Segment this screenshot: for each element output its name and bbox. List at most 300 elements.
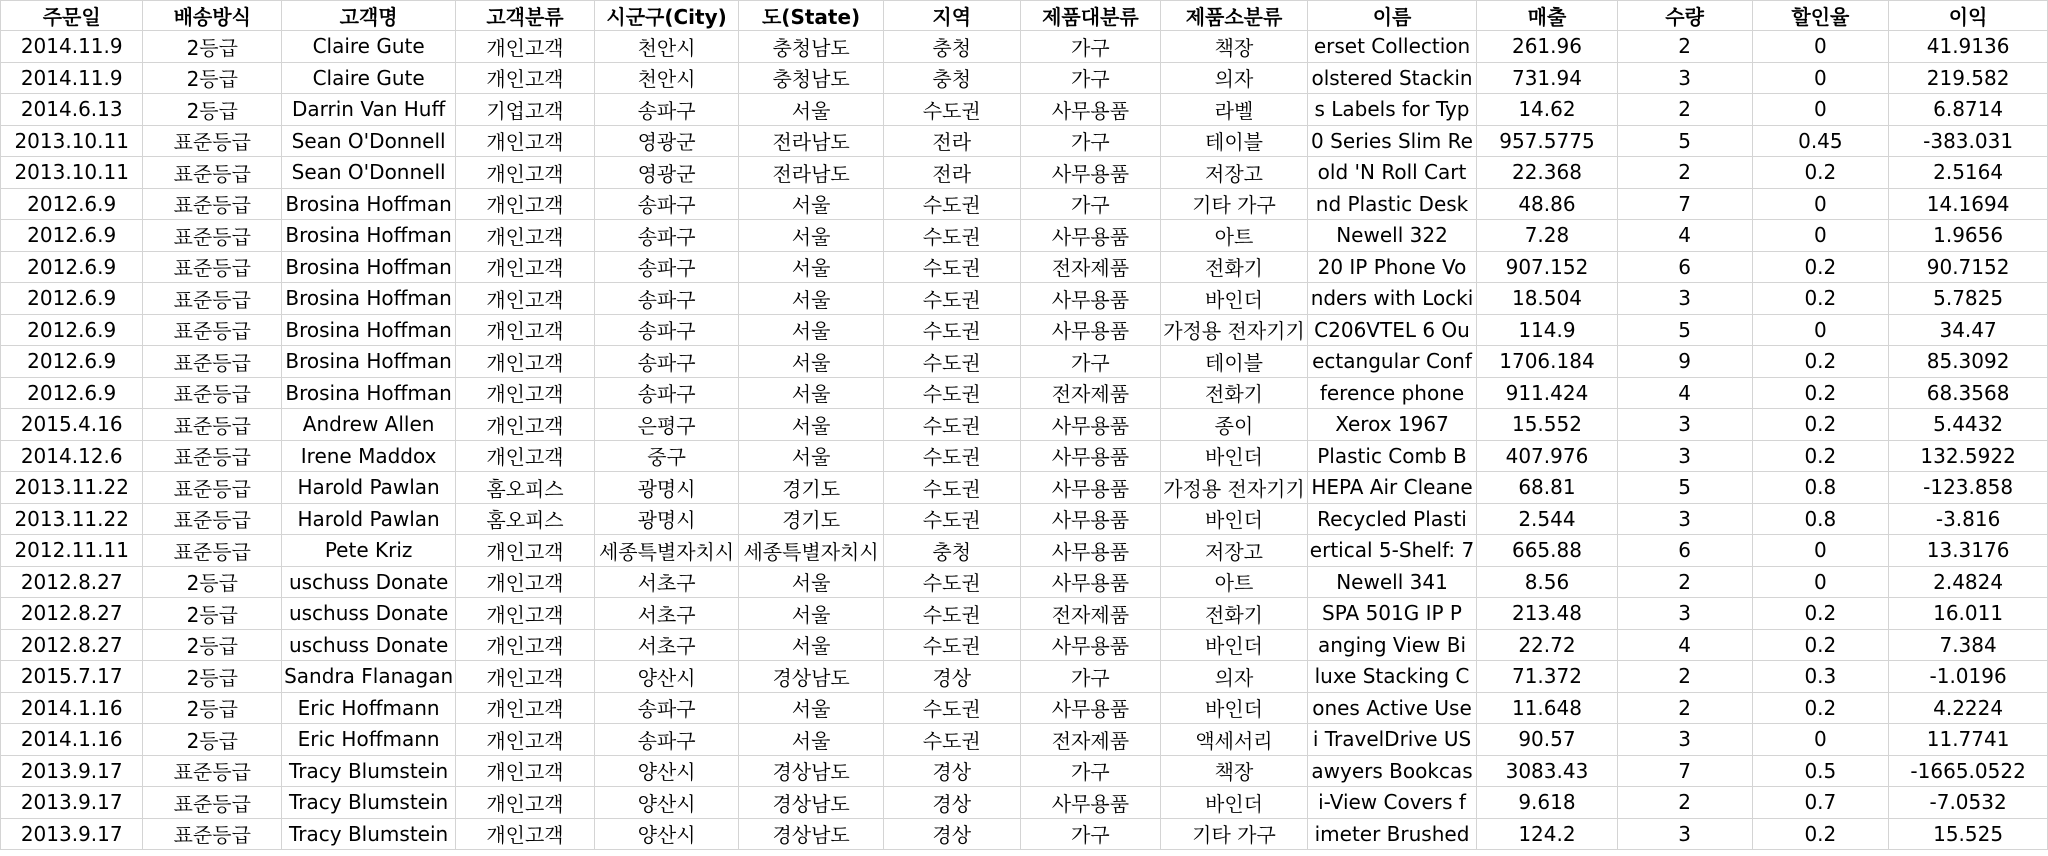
table-cell[interactable]: 665.88 [1477,535,1618,567]
table-cell[interactable]: 개인고객 [456,125,595,157]
table-cell[interactable]: 전자제품 [1020,724,1161,756]
table-cell[interactable]: 개인고객 [456,629,595,661]
table-cell[interactable]: 3 [1617,62,1752,94]
table-cell[interactable]: 0.2 [1752,598,1889,630]
table-cell[interactable]: 0 [1752,220,1889,252]
table-cell[interactable]: 바인더 [1161,440,1308,472]
table-cell[interactable]: 2012.8.27 [1,566,143,598]
table-cell[interactable]: 3 [1617,598,1752,630]
table-cell[interactable]: 수도권 [883,503,1020,535]
table-cell[interactable]: 2등급 [143,692,282,724]
table-cell[interactable]: 407.976 [1477,440,1618,472]
table-cell[interactable]: 13.3176 [1889,535,2048,567]
table-cell[interactable]: 수도권 [883,314,1020,346]
table-cell[interactable]: 사무용품 [1020,787,1161,819]
table-cell[interactable]: 서초구 [594,629,739,661]
table-cell[interactable]: 바인더 [1161,787,1308,819]
table-cell[interactable]: imeter Brushed [1307,818,1476,850]
table-cell[interactable]: 액세서리 [1161,724,1308,756]
table-cell[interactable]: 가구 [1020,31,1161,63]
table-cell[interactable]: 0.7 [1752,787,1889,819]
table-cell[interactable]: 9 [1617,346,1752,378]
table-cell[interactable]: awyers Bookcas [1307,755,1476,787]
table-cell[interactable]: 송파구 [594,377,739,409]
table-cell[interactable]: Brosina Hoffman [282,188,456,220]
table-cell[interactable]: 표준등급 [143,755,282,787]
table-cell[interactable]: 2014.1.16 [1,692,143,724]
table-cell[interactable]: 수도권 [883,724,1020,756]
table-cell[interactable]: 0.3 [1752,661,1889,693]
table-cell[interactable]: 0.5 [1752,755,1889,787]
table-cell[interactable]: 132.5922 [1889,440,2048,472]
table-cell[interactable]: 0.2 [1752,346,1889,378]
table-cell[interactable]: 표준등급 [143,818,282,850]
column-header[interactable]: 도(State) [739,1,884,31]
table-cell[interactable]: 2012.11.11 [1,535,143,567]
table-cell[interactable]: 서초구 [594,566,739,598]
table-cell[interactable]: 5 [1617,125,1752,157]
table-cell[interactable]: 가정용 전자기기 [1161,314,1308,346]
table-cell[interactable]: 0.8 [1752,472,1889,504]
table-cell[interactable]: 개인고객 [456,440,595,472]
table-cell[interactable]: 표준등급 [143,787,282,819]
table-cell[interactable]: 표준등급 [143,440,282,472]
table-cell[interactable]: 경기도 [739,472,884,504]
table-cell[interactable]: 2013.11.22 [1,503,143,535]
table-cell[interactable]: olstered Stackin [1307,62,1476,94]
table-cell[interactable]: 22.72 [1477,629,1618,661]
table-cell[interactable]: 7.384 [1889,629,2048,661]
table-cell[interactable]: Sandra Flanagan [282,661,456,693]
table-cell[interactable]: uschuss Donate [282,629,456,661]
table-cell[interactable]: 731.94 [1477,62,1618,94]
table-cell[interactable]: 서울 [739,598,884,630]
table-cell[interactable]: old 'N Roll Cart [1307,157,1476,189]
table-cell[interactable]: 9.618 [1477,787,1618,819]
table-cell[interactable]: Brosina Hoffman [282,314,456,346]
table-cell[interactable]: 경상남도 [739,661,884,693]
table-cell[interactable]: 0 [1752,62,1889,94]
table-cell[interactable]: 경상남도 [739,818,884,850]
table-cell[interactable]: 수도권 [883,692,1020,724]
table-cell[interactable]: 907.152 [1477,251,1618,283]
table-cell[interactable]: 2등급 [143,629,282,661]
table-cell[interactable]: 7.28 [1477,220,1618,252]
table-cell[interactable]: 41.9136 [1889,31,2048,63]
table-cell[interactable]: 사무용품 [1020,283,1161,315]
table-cell[interactable]: 테이블 [1161,346,1308,378]
table-cell[interactable]: Irene Maddox [282,440,456,472]
table-cell[interactable]: 표준등급 [143,157,282,189]
table-cell[interactable]: 0.2 [1752,377,1889,409]
table-cell[interactable]: 서울 [739,724,884,756]
table-cell[interactable]: 서울 [739,629,884,661]
table-cell[interactable]: 3 [1617,724,1752,756]
table-cell[interactable]: 2등급 [143,31,282,63]
table-cell[interactable]: 4 [1617,220,1752,252]
table-cell[interactable]: 서울 [739,251,884,283]
table-cell[interactable]: 0.8 [1752,503,1889,535]
table-cell[interactable]: 전자제품 [1020,377,1161,409]
table-cell[interactable]: 송파구 [594,220,739,252]
table-cell[interactable]: 기업고객 [456,94,595,126]
table-cell[interactable]: 서울 [739,283,884,315]
table-cell[interactable]: 송파구 [594,724,739,756]
table-cell[interactable]: 0 [1752,188,1889,220]
table-cell[interactable]: 송파구 [594,346,739,378]
table-cell[interactable]: 라벨 [1161,94,1308,126]
table-cell[interactable]: 2013.9.17 [1,818,143,850]
table-cell[interactable]: 충청 [883,62,1020,94]
table-cell[interactable]: 개인고객 [456,62,595,94]
column-header[interactable]: 제품대분류 [1020,1,1161,31]
table-cell[interactable]: 가구 [1020,661,1161,693]
table-cell[interactable]: 천안시 [594,62,739,94]
table-cell[interactable]: 개인고객 [456,535,595,567]
table-cell[interactable]: nd Plastic Desk [1307,188,1476,220]
table-cell[interactable]: 0.2 [1752,283,1889,315]
table-cell[interactable]: 0.2 [1752,692,1889,724]
table-cell[interactable]: 213.48 [1477,598,1618,630]
table-cell[interactable]: 사무용품 [1020,157,1161,189]
table-cell[interactable]: Brosina Hoffman [282,346,456,378]
table-cell[interactable]: 71.372 [1477,661,1618,693]
table-cell[interactable]: -1665.0522 [1889,755,2048,787]
table-cell[interactable]: 표준등급 [143,125,282,157]
table-cell[interactable]: 개인고객 [456,818,595,850]
table-cell[interactable]: 의자 [1161,661,1308,693]
table-cell[interactable]: 4 [1617,377,1752,409]
table-cell[interactable]: 4 [1617,629,1752,661]
table-cell[interactable]: 90.7152 [1889,251,2048,283]
table-cell[interactable]: 은평구 [594,409,739,441]
table-cell[interactable]: 수도권 [883,629,1020,661]
table-cell[interactable]: 수도권 [883,472,1020,504]
table-cell[interactable]: 사무용품 [1020,566,1161,598]
table-cell[interactable]: 개인고객 [456,220,595,252]
table-cell[interactable]: Claire Gute [282,31,456,63]
table-cell[interactable]: 3083.43 [1477,755,1618,787]
table-cell[interactable]: s Labels for Typ [1307,94,1476,126]
table-cell[interactable]: 사무용품 [1020,94,1161,126]
table-cell[interactable]: 2.5164 [1889,157,2048,189]
table-cell[interactable]: 송파구 [594,251,739,283]
table-cell[interactable]: 사무용품 [1020,629,1161,661]
table-cell[interactable]: 충청 [883,31,1020,63]
table-cell[interactable]: 114.9 [1477,314,1618,346]
table-cell[interactable]: 3 [1617,818,1752,850]
table-cell[interactable]: -383.031 [1889,125,2048,157]
table-cell[interactable]: 2015.7.17 [1,661,143,693]
table-cell[interactable]: 개인고객 [456,566,595,598]
table-cell[interactable]: 2 [1617,31,1752,63]
table-cell[interactable]: 의자 [1161,62,1308,94]
table-cell[interactable]: 표준등급 [143,346,282,378]
table-cell[interactable]: 개인고객 [456,755,595,787]
table-cell[interactable]: 서울 [739,440,884,472]
column-header[interactable]: 수량 [1617,1,1752,31]
table-cell[interactable]: 사무용품 [1020,472,1161,504]
table-cell[interactable]: 서울 [739,692,884,724]
table-cell[interactable]: 90.57 [1477,724,1618,756]
table-cell[interactable]: 송파구 [594,188,739,220]
table-cell[interactable]: 가구 [1020,818,1161,850]
table-cell[interactable]: 7 [1617,188,1752,220]
table-cell[interactable]: 개인고객 [456,31,595,63]
table-cell[interactable]: 수도권 [883,251,1020,283]
table-cell[interactable]: 0 [1752,724,1889,756]
table-cell[interactable]: 2012.6.9 [1,283,143,315]
column-header[interactable]: 시군구(City) [594,1,739,31]
table-cell[interactable]: 개인고객 [456,787,595,819]
table-cell[interactable]: 송파구 [594,94,739,126]
table-cell[interactable]: 수도권 [883,409,1020,441]
table-cell[interactable]: 개인고객 [456,314,595,346]
table-cell[interactable]: 전자제품 [1020,598,1161,630]
table-cell[interactable]: 2012.6.9 [1,188,143,220]
table-cell[interactable]: 세종특별자치시 [594,535,739,567]
table-cell[interactable]: ectangular Conf [1307,346,1476,378]
table-cell[interactable]: 3 [1617,503,1752,535]
table-cell[interactable]: 사무용품 [1020,692,1161,724]
table-cell[interactable]: 서울 [739,220,884,252]
table-cell[interactable]: 서울 [739,566,884,598]
table-cell[interactable]: 2등급 [143,661,282,693]
table-cell[interactable]: 2등급 [143,94,282,126]
table-cell[interactable]: 2013.9.17 [1,787,143,819]
table-cell[interactable]: 서울 [739,409,884,441]
table-cell[interactable]: 0 [1752,535,1889,567]
table-cell[interactable]: Eric Hoffmann [282,724,456,756]
table-cell[interactable]: 수도권 [883,188,1020,220]
table-cell[interactable]: 2014.11.9 [1,31,143,63]
table-cell[interactable]: Eric Hoffmann [282,692,456,724]
table-cell[interactable]: 아트 [1161,566,1308,598]
table-cell[interactable]: 5 [1617,314,1752,346]
table-cell[interactable]: i TravelDrive US [1307,724,1476,756]
table-cell[interactable]: 경상 [883,661,1020,693]
table-cell[interactable]: 종이 [1161,409,1308,441]
table-cell[interactable]: 양산시 [594,661,739,693]
table-cell[interactable]: 바인더 [1161,283,1308,315]
table-cell[interactable]: 2등급 [143,724,282,756]
table-cell[interactable]: 개인고객 [456,157,595,189]
table-cell[interactable]: 0.2 [1752,629,1889,661]
table-cell[interactable]: Tracy Blumstein [282,787,456,819]
table-cell[interactable]: 수도권 [883,346,1020,378]
table-cell[interactable]: 수도권 [883,377,1020,409]
table-cell[interactable]: 경상남도 [739,755,884,787]
table-cell[interactable]: 2012.6.9 [1,377,143,409]
table-cell[interactable]: 11.7741 [1889,724,2048,756]
table-cell[interactable]: 18.504 [1477,283,1618,315]
table-cell[interactable]: 아트 [1161,220,1308,252]
table-cell[interactable]: 6 [1617,251,1752,283]
table-cell[interactable]: 전화기 [1161,377,1308,409]
table-cell[interactable]: 2.4824 [1889,566,2048,598]
table-cell[interactable]: 표준등급 [143,409,282,441]
table-cell[interactable]: 2012.6.9 [1,314,143,346]
table-cell[interactable]: 22.368 [1477,157,1618,189]
table-cell[interactable]: 8.56 [1477,566,1618,598]
table-cell[interactable]: Harold Pawlan [282,472,456,504]
table-cell[interactable]: Sean O'Donnell [282,157,456,189]
table-cell[interactable]: 개인고객 [456,598,595,630]
table-cell[interactable]: 수도권 [883,566,1020,598]
table-cell[interactable]: 전라남도 [739,125,884,157]
table-cell[interactable]: 3 [1617,283,1752,315]
table-cell[interactable]: Newell 341 [1307,566,1476,598]
table-cell[interactable]: 송파구 [594,283,739,315]
table-cell[interactable]: 표준등급 [143,251,282,283]
table-cell[interactable]: 사무용품 [1020,314,1161,346]
table-cell[interactable]: 2013.10.11 [1,125,143,157]
table-cell[interactable]: Sean O'Donnell [282,125,456,157]
column-header[interactable]: 고객분류 [456,1,595,31]
table-cell[interactable]: 0.2 [1752,440,1889,472]
table-cell[interactable]: 개인고객 [456,188,595,220]
table-cell[interactable]: Pete Kriz [282,535,456,567]
table-cell[interactable]: 경상 [883,787,1020,819]
table-cell[interactable]: -1.0196 [1889,661,2048,693]
column-header[interactable]: 할인율 [1752,1,1889,31]
table-cell[interactable]: 개인고객 [456,724,595,756]
table-cell[interactable]: 911.424 [1477,377,1618,409]
table-cell[interactable]: 가구 [1020,62,1161,94]
table-cell[interactable]: 2014.6.13 [1,94,143,126]
table-cell[interactable]: 15.552 [1477,409,1618,441]
table-cell[interactable]: Tracy Blumstein [282,818,456,850]
table-cell[interactable]: 전자제품 [1020,251,1161,283]
table-cell[interactable]: Brosina Hoffman [282,377,456,409]
table-cell[interactable]: 2.544 [1477,503,1618,535]
table-cell[interactable]: 5.4432 [1889,409,2048,441]
table-cell[interactable]: 사무용품 [1020,535,1161,567]
table-cell[interactable]: 3 [1617,440,1752,472]
table-cell[interactable]: 표준등급 [143,503,282,535]
table-cell[interactable]: uschuss Donate [282,566,456,598]
column-header[interactable]: 이익 [1889,1,2048,31]
table-cell[interactable]: 전화기 [1161,251,1308,283]
table-cell[interactable]: 수도권 [883,283,1020,315]
table-cell[interactable]: 5 [1617,472,1752,504]
table-cell[interactable]: 2014.11.9 [1,62,143,94]
table-cell[interactable]: 0 Series Slim Re [1307,125,1476,157]
column-header[interactable]: 고객명 [282,1,456,31]
table-cell[interactable]: 2등급 [143,62,282,94]
table-cell[interactable]: 사무용품 [1020,440,1161,472]
table-cell[interactable]: Recycled Plasti [1307,503,1476,535]
table-cell[interactable]: 표준등급 [143,377,282,409]
table-cell[interactable]: Brosina Hoffman [282,220,456,252]
column-header[interactable]: 주문일 [1,1,143,31]
table-cell[interactable]: 사무용품 [1020,409,1161,441]
table-cell[interactable]: 개인고객 [456,377,595,409]
table-cell[interactable]: 2등급 [143,566,282,598]
table-cell[interactable]: 1706.184 [1477,346,1618,378]
table-cell[interactable]: -3.816 [1889,503,2048,535]
table-cell[interactable]: 경상 [883,818,1020,850]
table-cell[interactable]: 0.45 [1752,125,1889,157]
table-cell[interactable]: 2015.4.16 [1,409,143,441]
table-cell[interactable]: 1.9656 [1889,220,2048,252]
table-cell[interactable]: anging View Bi [1307,629,1476,661]
table-cell[interactable]: 수도권 [883,94,1020,126]
table-cell[interactable]: Newell 322 [1307,220,1476,252]
column-header[interactable]: 지역 [883,1,1020,31]
table-cell[interactable]: Brosina Hoffman [282,251,456,283]
table-cell[interactable]: 0 [1752,566,1889,598]
table-cell[interactable]: 서울 [739,377,884,409]
table-cell[interactable]: Andrew Allen [282,409,456,441]
table-cell[interactable]: 바인더 [1161,503,1308,535]
table-cell[interactable]: 0.2 [1752,251,1889,283]
table-cell[interactable]: 2 [1617,661,1752,693]
table-cell[interactable]: 0.2 [1752,409,1889,441]
table-cell[interactable]: 표준등급 [143,472,282,504]
column-header[interactable]: 배송방식 [143,1,282,31]
table-cell[interactable]: 2012.8.27 [1,598,143,630]
table-cell[interactable]: 2 [1617,566,1752,598]
table-cell[interactable]: 책장 [1161,755,1308,787]
table-cell[interactable]: 0.2 [1752,157,1889,189]
table-cell[interactable]: 2014.1.16 [1,724,143,756]
table-cell[interactable]: 사무용품 [1020,220,1161,252]
table-cell[interactable]: 표준등급 [143,314,282,346]
table-cell[interactable]: 경기도 [739,503,884,535]
table-cell[interactable]: 표준등급 [143,535,282,567]
table-cell[interactable]: 가구 [1020,346,1161,378]
table-cell[interactable]: 957.5775 [1477,125,1618,157]
table-cell[interactable]: 전화기 [1161,598,1308,630]
table-cell[interactable]: C206VTEL 6 Ou [1307,314,1476,346]
table-cell[interactable]: 책장 [1161,31,1308,63]
table-cell[interactable]: Claire Gute [282,62,456,94]
table-cell[interactable]: 양산시 [594,755,739,787]
table-cell[interactable]: 서울 [739,188,884,220]
table-cell[interactable]: 수도권 [883,220,1020,252]
table-cell[interactable]: i-View Covers f [1307,787,1476,819]
table-cell[interactable]: Tracy Blumstein [282,755,456,787]
table-cell[interactable]: nders with Locki [1307,283,1476,315]
table-cell[interactable]: 2012.6.9 [1,251,143,283]
table-cell[interactable]: 2등급 [143,598,282,630]
table-cell[interactable]: 충청 [883,535,1020,567]
table-cell[interactable]: 충청남도 [739,31,884,63]
table-cell[interactable]: 2 [1617,157,1752,189]
table-cell[interactable]: 수도권 [883,440,1020,472]
table-cell[interactable]: 개인고객 [456,661,595,693]
table-cell[interactable]: 2012.8.27 [1,629,143,661]
table-cell[interactable]: 219.582 [1889,62,2048,94]
table-cell[interactable]: Xerox 1967 [1307,409,1476,441]
table-cell[interactable]: 천안시 [594,31,739,63]
table-cell[interactable]: 표준등급 [143,283,282,315]
table-cell[interactable]: 기타 가구 [1161,818,1308,850]
table-cell[interactable]: -123.858 [1889,472,2048,504]
table-cell[interactable]: -7.0532 [1889,787,2048,819]
table-cell[interactable]: 송파구 [594,314,739,346]
table-cell[interactable]: 전라남도 [739,157,884,189]
table-cell[interactable]: 바인더 [1161,629,1308,661]
table-cell[interactable]: 테이블 [1161,125,1308,157]
table-cell[interactable]: 2012.6.9 [1,346,143,378]
table-cell[interactable]: ones Active Use [1307,692,1476,724]
table-cell[interactable]: 34.47 [1889,314,2048,346]
table-cell[interactable]: 중구 [594,440,739,472]
table-cell[interactable]: 송파구 [594,692,739,724]
table-cell[interactable]: 사무용품 [1020,503,1161,535]
